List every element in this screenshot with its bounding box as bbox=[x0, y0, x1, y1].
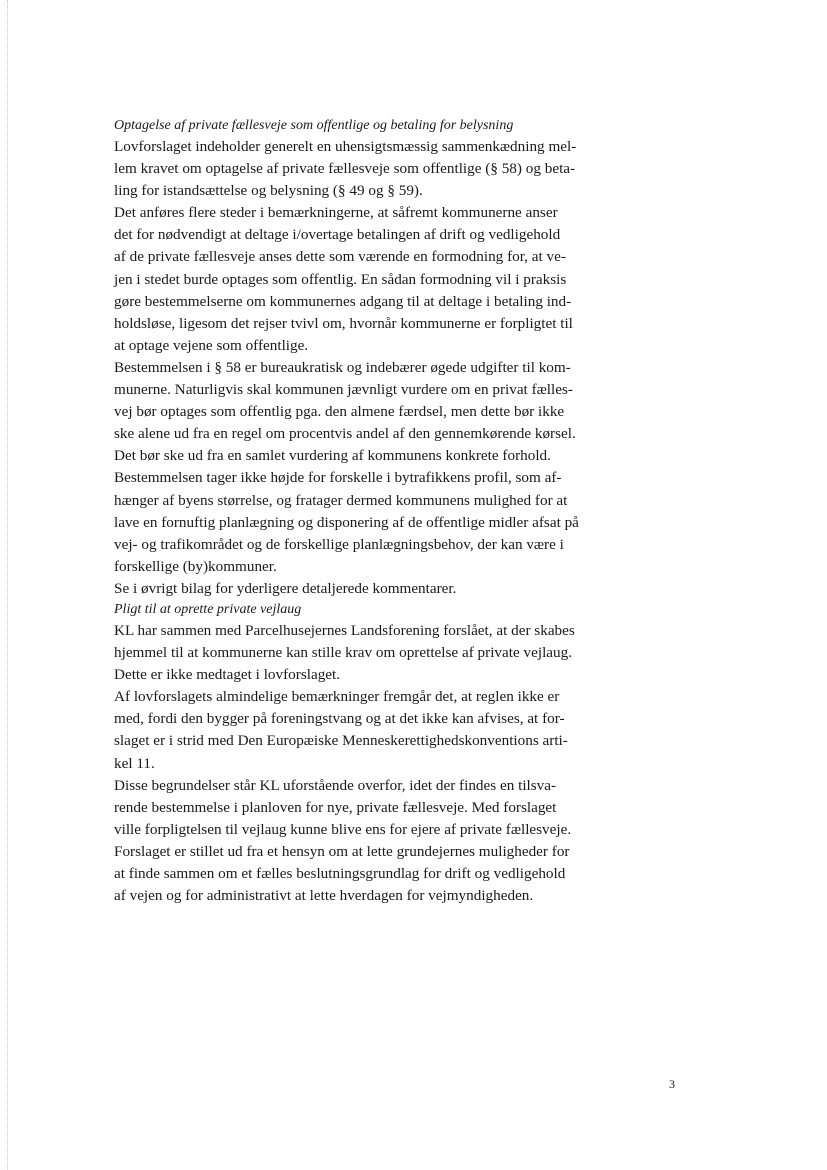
paragraph: Det anføres flere steder i bemærkningerne, at såfremt kommunerne anser det for nødvendigt at deltage i/overtage betalingen af drift og vedligehold af de private fællesveje anses dette som værende en formodning for, at ve- jen i stedet burde optages som offentlig. En sådan formodning vil i praksis gøre bestemmelserne om kommunernes adgang til at deltage i betaling ind- holdsløse, ligesom det rejser tvivl om, hvornår kommunerne er forpligtet til at optage vejene som offentlige. bbox=[114, 204, 573, 354]
section-heading-optagelse: Optagelse af private fællesveje som offentlige og betaling for belysning bbox=[114, 118, 514, 133]
paragraph: Disse begrundelser står KL uforstående overfor, idet der findes en tilsva- rende bestemmelse i planloven for nye, private fællesveje. Med forslaget ville forpligtelsen til vejlaug kunne blive ens for ejere af private fællesveje. bbox=[114, 776, 572, 838]
paragraph: KL har sammen med Parcelhusejernes Landsforening forslået, at der skabes hjemmel til at kommunerne kan stille krav om oprettelse af private vejlaug. Dette er ikke medtaget i lovforslaget. bbox=[114, 621, 575, 684]
paragraph: Se i øvrigt bilag for yderligere detaljerede kommentarer. bbox=[114, 579, 457, 597]
section-heading-vejlaug: Pligt til at oprette private vejlaug bbox=[114, 601, 302, 617]
paragraph: Bestemmelsen i § 58 er bureaukratisk og indebærer øgede udgifter til kom- munerne. Naturligvis skal kommunen jævnligt vurdere om en privat fælles- vej bør optages som offentlig pga. den almene færdsel, men dette bør ikke ske alene ud fra en regel om procentvis andel af den gennemkørende kørsel. Det bør ske ud fra en samlet vurdering af kommunens konkrete forhold. bbox=[114, 358, 576, 465]
page-body bbox=[114, 116, 626, 907]
paragraph: Bestemmelsen tager ikke højde for forskelle i bytrafikkens profil, som af- hænger af byens størrelse, og fratager dermed kommunens mulighed for at lave en fornuftig planlægning og disponering af de offentlige midler afsat på vej- og trafikområdet og de forskellige planlægningsbehov, der kan være i forskellige (by)kommuner. bbox=[114, 469, 579, 575]
paragraph: Forslaget er stillet ud fra et hensyn om at lette grundejernes muligheder for at finde sammen om et fælles beslutningsgrundlag for drift og vedligehold af vejen og for administrativt at lette hverdagen for vejmyndigheden. bbox=[114, 842, 570, 905]
paragraph: Lovforslaget indeholder generelt en uhensigtsmæssig sammenkædning mel- lem kravet om optagelse af private fællesveje som offentlige (§ 58) og beta- ling for istandsættelse og belysning (§ 49 og § 59). bbox=[114, 138, 577, 200]
scan-edge-line bbox=[7, 0, 8, 1170]
paragraph: Af lovforslagets almindelige bemærkninger fremgår det, at reglen ikke er med, fordi den bygger på foreningstvang og at det ikke kan afvises, at for- slaget er i strid med Den Europæiske Menneskerettighedskonventions arti- kel 11. bbox=[114, 688, 568, 772]
page-number: 3 bbox=[669, 1077, 675, 1091]
